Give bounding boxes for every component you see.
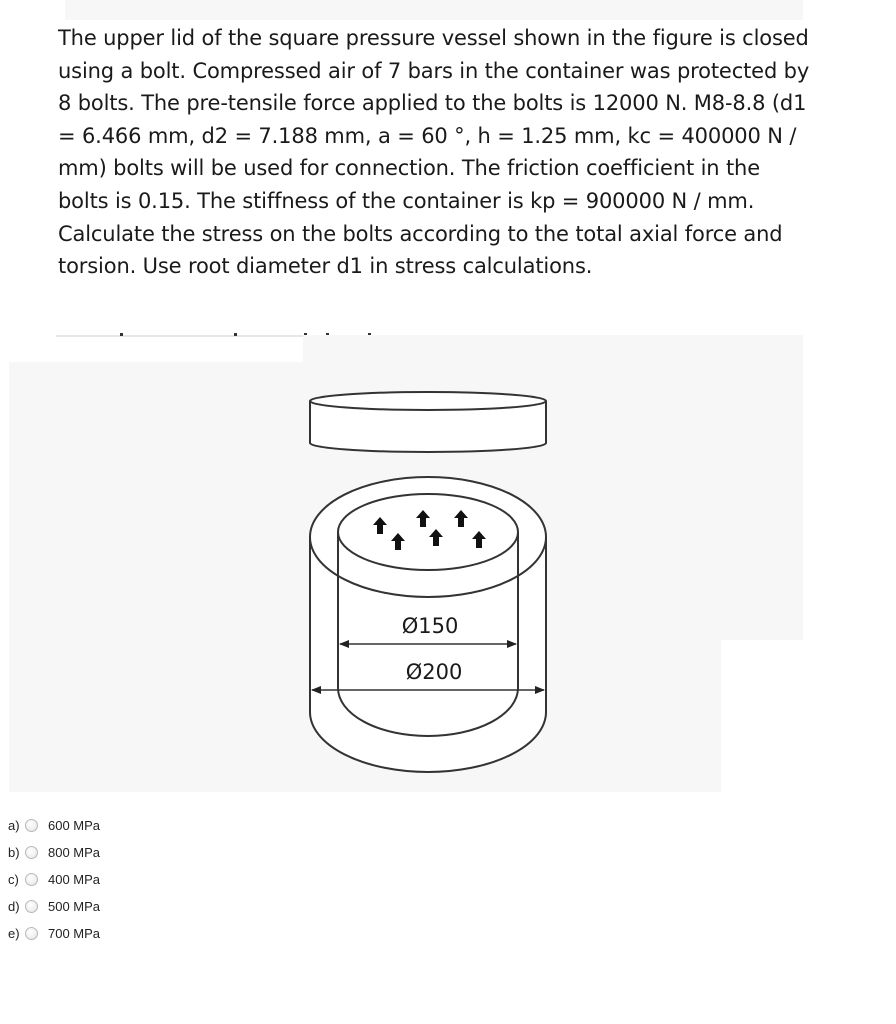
option-label: 700 MPa	[48, 926, 101, 941]
lid	[310, 392, 546, 452]
option-b[interactable]	[8, 839, 100, 866]
option-label: 500 MPa	[48, 899, 101, 914]
radio-button[interactable]	[25, 927, 38, 940]
radio-button[interactable]	[25, 873, 38, 886]
radio-button[interactable]	[25, 819, 38, 832]
question-text: The upper lid of the square pressure vessel shown in the figure is closed using a bolt. Compressed air of 7 bars in the container was protected by 8 bolts. The pre-tensile force applied to the bolts is 12000 N. M8-8.8 (d1 = 6.466 mm, d2 = 7.188 mm, a = 60 °, h = 1.25 mm, kc = 400000 N / mm) bolts will be used for connection. The friction coefficient in the bolts is 0.15. The stiffness of the container is kp = 900000 N / mm. Calculate the stress on the bolts according to the total axial force and torsion. Use root diameter d1 in stress calculations.	[58, 26, 810, 279]
outer-diameter-label: Ø200	[405, 660, 463, 684]
option-a[interactable]	[8, 812, 100, 839]
option-letter: b)	[8, 845, 20, 860]
option-label: 800 MPa	[48, 845, 101, 860]
answer-options	[8, 812, 100, 947]
option-letter: e)	[8, 926, 20, 941]
option-letter: c)	[8, 872, 19, 887]
option-label: 600 MPa	[48, 818, 101, 833]
option-label: 400 MPa	[48, 872, 101, 887]
radio-button[interactable]	[25, 900, 38, 913]
inner-diameter-label: Ø150	[401, 614, 459, 638]
option-e[interactable]	[8, 920, 100, 947]
option-d[interactable]	[8, 893, 100, 920]
option-letter: a)	[8, 818, 20, 833]
option-letter: d)	[8, 899, 20, 914]
option-c[interactable]	[8, 866, 100, 893]
radio-button[interactable]	[25, 846, 38, 859]
